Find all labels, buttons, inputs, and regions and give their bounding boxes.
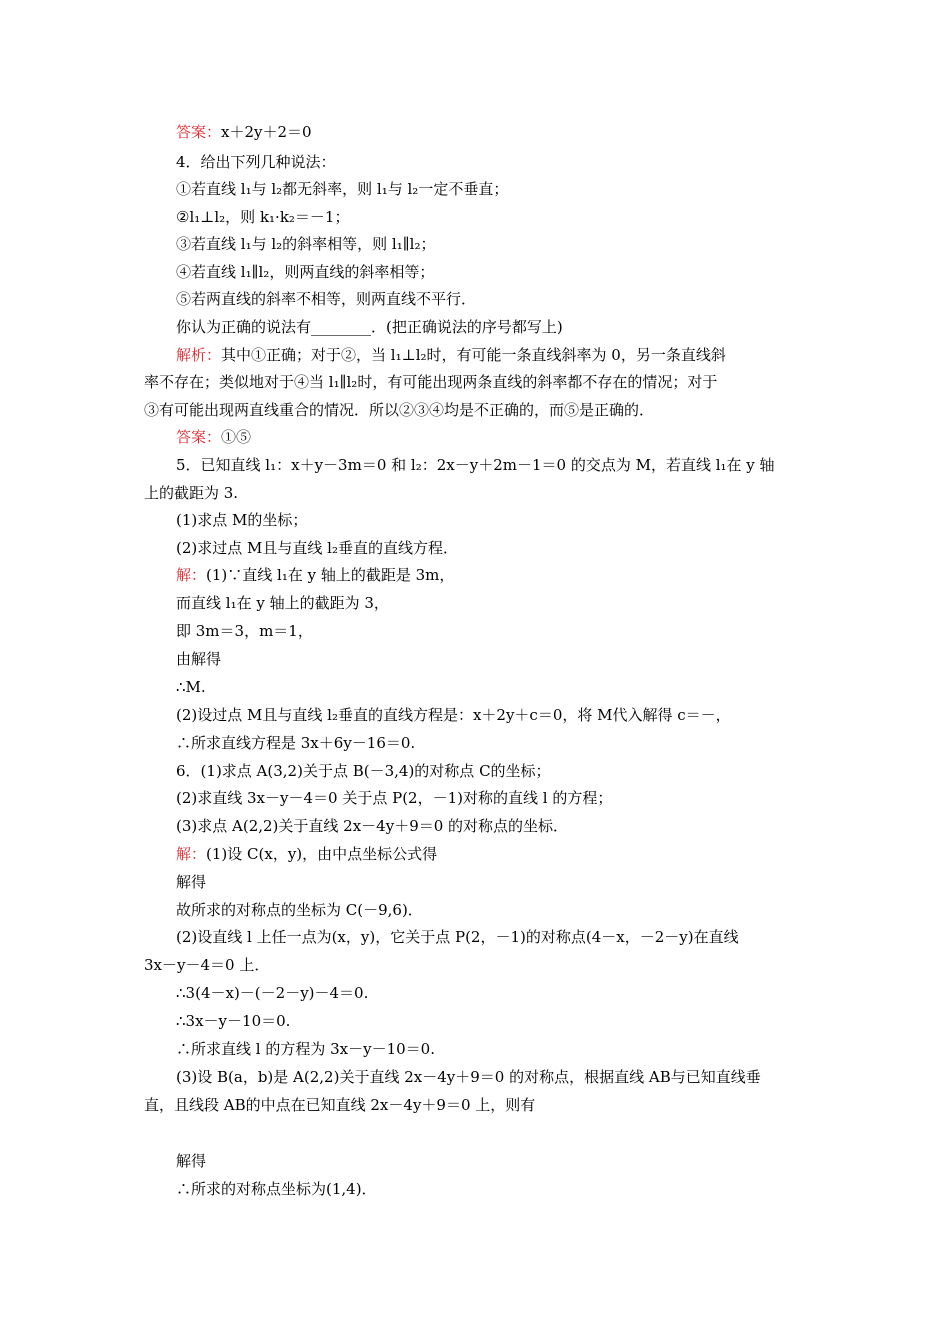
solution-line — [0, 843, 950, 865]
answer-label: 答案： — [176, 428, 222, 446]
solution-6-line-3: 故所求的对称点的坐标为 C(－9,6)． — [176, 901, 423, 919]
solution-6-line-4: (2)设直线 l 上任一点为(x，y)，它关于点 P(2，－1)的对称点(4－x，－2－y)在直线 — [176, 928, 739, 946]
question-6-line-2: (2)求直线 3x－y－4＝0 关于点 P(2，－1)对称的直线 l 的方程； — [176, 789, 613, 807]
question-4-title: 4．给出下列几种说法： — [176, 153, 336, 171]
solution-5-line-4: 由解得 — [176, 650, 222, 668]
analysis-label: 解析： — [176, 346, 222, 364]
solution-6-line-5: 3x－y－4＝0 上． — [144, 956, 270, 974]
solution-5-line-5: ∴M. — [176, 678, 206, 696]
question-4-prompt: 你认为正确的说法有________．(把正确说法的序号都写上) — [176, 318, 563, 336]
solution-label: 解： — [176, 845, 207, 863]
question-5-part-1: (1)求点 M的坐标； — [176, 511, 308, 529]
solution-line — [0, 564, 950, 586]
analysis-line-1 — [0, 344, 950, 366]
question-5-line-2: 上的截距为 3. — [144, 484, 239, 502]
solution-6-line-2: 解得 — [176, 873, 207, 891]
answer-line — [0, 426, 950, 448]
analysis-line-3: ③有可能出现两直线重合的情况．所以②③④均是不正确的，而⑤是正确的． — [144, 401, 655, 419]
solution-6-line-8: ∴所求直线 l 的方程为 3x－y－10＝0. — [176, 1040, 435, 1058]
answer-text: ①⑤ — [221, 428, 252, 446]
solution-5-line-3: 即 3m＝3，m＝1， — [176, 622, 313, 640]
statement-4: ④若直线 l₁∥l₂，则两直线的斜率相等； — [176, 263, 435, 281]
analysis-text: 其中①正确；对于②，当 l₁⊥l₂时，有可能一条直线斜率为 0，另一条直线斜 — [221, 346, 726, 364]
analysis-line-2: 率不存在；类似地对于④当 l₁∥l₂时，有可能出现两条直线的斜率都不存在的情况；对于 — [144, 373, 718, 391]
solution-6-line-9: (3)设 B(a，b)是 A(2,2)关于直线 2x－4y＋9＝0 的对称点，根据直线 AB与已知直线垂 — [176, 1068, 761, 1086]
statement-3: ③若直线 l₁与 l₂的斜率相等，则 l₁∥l₂； — [176, 235, 436, 253]
answer-label: 答案： — [176, 123, 222, 141]
question-5-line-1: 5．已知直线 l₁：x＋y－3m＝0 和 l₂：2x－y＋2m－1＝0 的交点为 M，若直线 l₁在 y 轴 — [176, 456, 775, 474]
solution-text: (1)∵直线 l₁在 y 轴上的截距是 3m， — [206, 566, 455, 584]
solution-6-line-6: ∴3(4－x)－(－2－y)－4＝0. — [176, 984, 369, 1002]
solution-5-line-2: 而直线 l₁在 y 轴上的截距为 3， — [176, 594, 389, 612]
solution-5-line-6: (2)设过点 M且与直线 l₂垂直的直线方程是：x＋2y＋c＝0，将 M代入解得 c＝－， — [176, 706, 731, 724]
answer-text: x＋2y＋2＝0 — [221, 123, 312, 141]
solution-label: 解： — [176, 566, 207, 584]
solution-5-line-7: ∴所求直线方程是 3x＋6y－16＝0. — [176, 734, 416, 752]
statement-1: ①若直线 l₁与 l₂都无斜率，则 l₁与 l₂一定不垂直； — [176, 180, 509, 198]
question-6-line-3: (3)求点 A(2,2)关于直线 2x－4y＋9＝0 的对称点的坐标． — [176, 817, 569, 835]
statement-5: ⑤若两直线的斜率不相等，则两直线不平行． — [176, 290, 477, 308]
solution-6-line-11: 解得 — [176, 1152, 207, 1170]
question-6-line-1: 6．(1)求点 A(3,2)关于点 B(－3,4)的对称点 C的坐标； — [176, 762, 551, 780]
solution-6-line-10: 直，且线段 AB的中点在已知直线 2x－4y＋9＝0 上，则有 — [144, 1096, 536, 1114]
solution-text: (1)设 C(x，y)，由中点坐标公式得 — [206, 845, 438, 863]
statement-2: ②l₁⊥l₂，则 k₁·k₂＝－1； — [176, 208, 350, 226]
solution-6-line-12: ∴所求的对称点坐标为(1,4)． — [176, 1180, 377, 1198]
question-5-part-2: (2)求过点 M且与直线 l₂垂直的直线方程． — [176, 539, 458, 557]
solution-6-line-7: ∴3x－y－10＝0. — [176, 1012, 291, 1030]
answer-line — [0, 121, 950, 143]
